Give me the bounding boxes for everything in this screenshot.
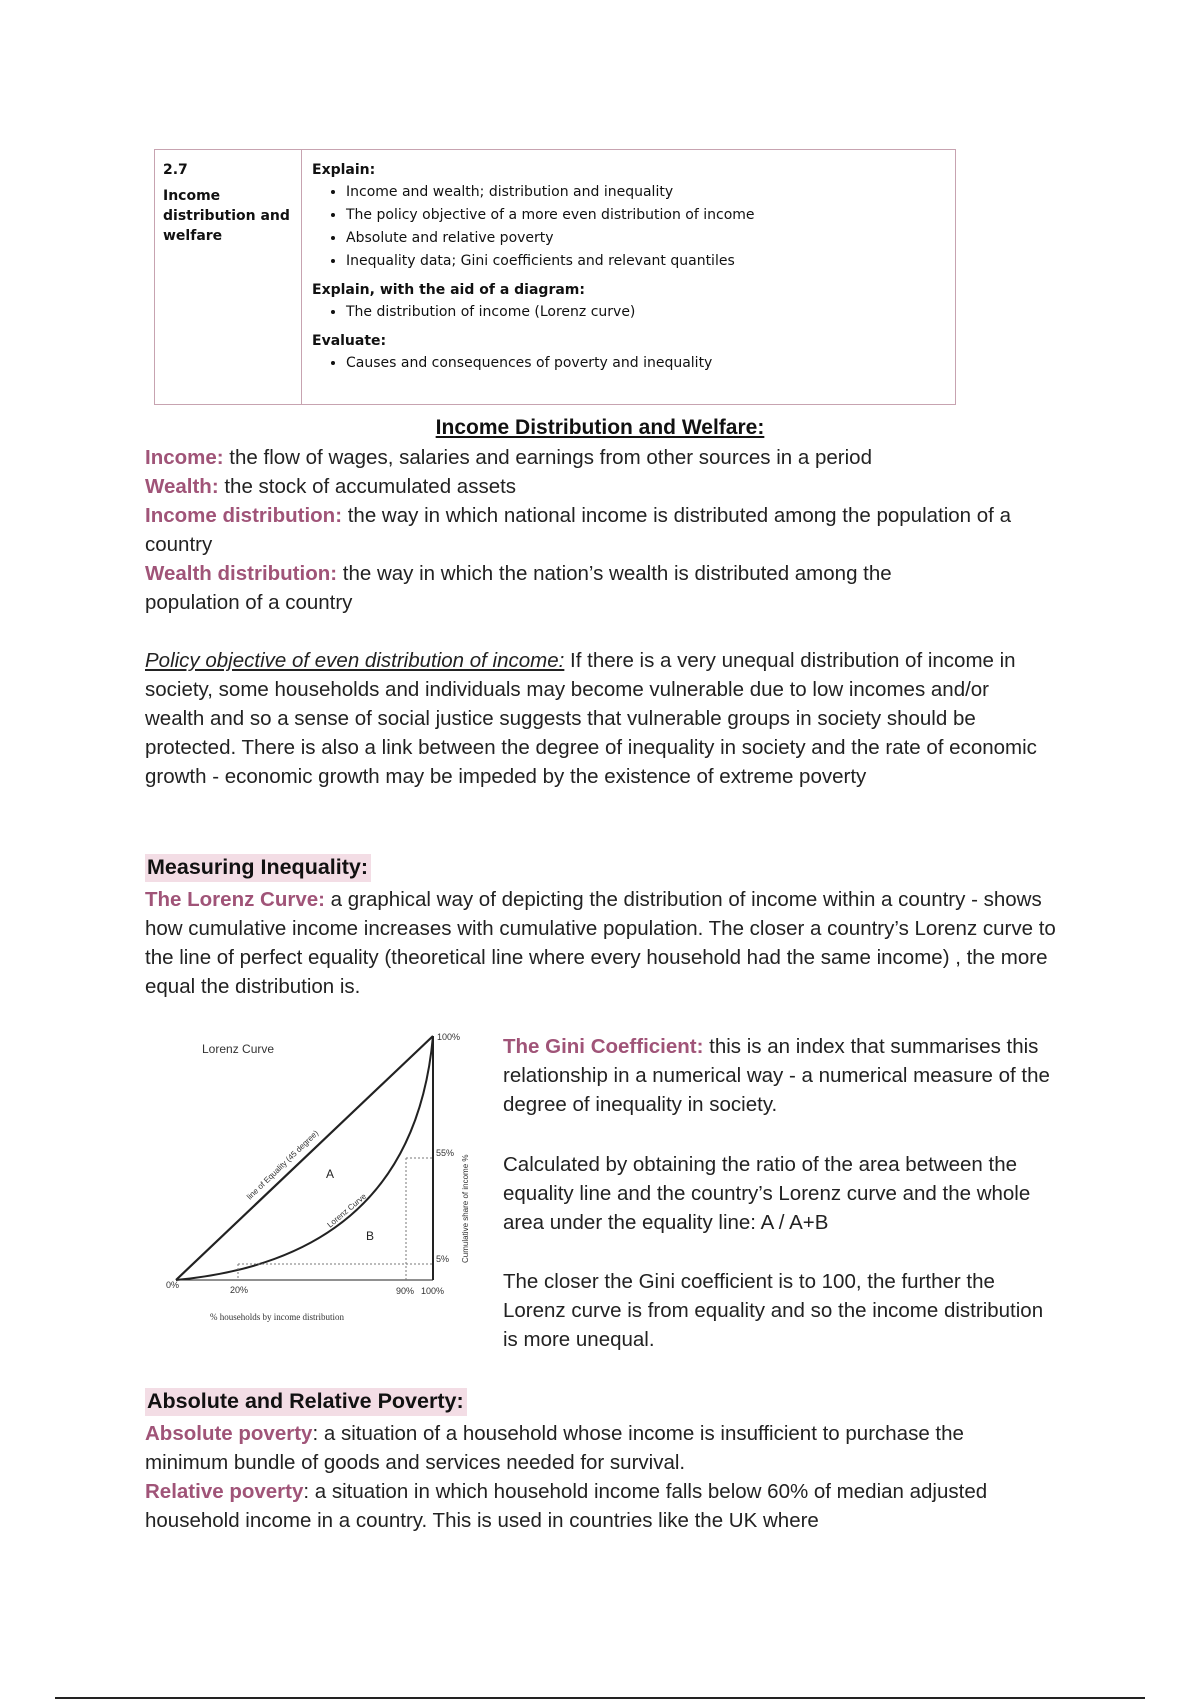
tick-0: 0%: [166, 1280, 180, 1290]
relative-poverty-term: Relative poverty: [145, 1480, 304, 1503]
relative-poverty-definition: [145, 1477, 1005, 1535]
absolute-poverty-text: : a situation of a household whose income is insufficient to purchase the minimum bundle of goods and services needed for survival.: [145, 1422, 964, 1474]
policy-label: Policy objective of even distribution of income:: [145, 649, 565, 672]
spec-topic-cell: [155, 150, 302, 405]
absolute-poverty-term: Absolute poverty: [145, 1422, 313, 1445]
diagram-title: Lorenz Curve: [202, 1042, 275, 1056]
tick-100-x: 100%: [421, 1286, 445, 1296]
wealth-term: Wealth:: [145, 475, 219, 498]
income-term: Income:: [145, 446, 224, 469]
gini-paragraph: [503, 1032, 1063, 1119]
gini-text: this is an index that summarises this relationship in a numerical way - a numerical measure of the degree of inequality in society.: [503, 1035, 1050, 1116]
list-item: • Income and wealth; distribution and inequality: [346, 184, 947, 201]
spec-diagram-list: [312, 304, 947, 321]
absolute-poverty-definition: [145, 1419, 1045, 1477]
lorenz-text: a graphical way of depicting the distribution of income within a country - shows how cumulative income increases with cumulative population. The closer a country’s Lorenz curve to the line of perfect equality (theoretical line where every household had the same income) , the more equal the distribution is.: [145, 888, 1056, 998]
measuring-heading: Measuring Inequality:: [145, 854, 371, 882]
spec-topic-line: distribution and: [163, 208, 290, 224]
list-item: • Causes and consequences of poverty and inequality: [346, 355, 947, 372]
list-item: • Inequality data; Gini coefficients and relevant quantiles: [346, 253, 947, 270]
x-axis-label: % households by income distribution: [210, 1312, 344, 1322]
wealth-distribution-text: the way in which the nation’s wealth is distributed among the population of a country: [145, 562, 892, 614]
lorenz-term: The Lorenz Curve:: [145, 888, 325, 911]
gini-term: The Gini Coefficient:: [503, 1035, 704, 1058]
list-item: • The policy objective of a more even distribution of income: [346, 207, 947, 224]
specification-table: [154, 149, 956, 405]
poverty-heading: Absolute and Relative Poverty:: [145, 1388, 467, 1416]
list-item: • The distribution of income (Lorenz curve): [346, 304, 947, 321]
wealth-distribution-term: Wealth distribution:: [145, 562, 338, 585]
policy-paragraph: [145, 646, 1045, 791]
spec-evaluate-list: [312, 355, 947, 372]
tick-55: 55%: [436, 1148, 455, 1158]
wealth-text: the stock of accumulated assets: [218, 475, 517, 498]
tick-20: 20%: [230, 1285, 249, 1295]
list-item: • Absolute and relative poverty: [346, 230, 947, 247]
area-b-label: B: [366, 1229, 375, 1243]
lorenz-paragraph: [145, 885, 1060, 1001]
tick-100-y: 100%: [437, 1032, 461, 1042]
spec-topic-line: welfare: [163, 228, 223, 244]
spec-evaluate-heading: Evaluate:: [312, 333, 387, 349]
equality-line-label: line of Equality (45 degree): [245, 1128, 321, 1202]
spec-topic-line: Income: [163, 188, 221, 204]
spec-content-cell: [302, 150, 956, 405]
relative-poverty-text: : a situation in which household income falls below 60% of median adjusted household income in a country. This is used in countries like the UK where: [145, 1480, 988, 1532]
tick-5: 5%: [436, 1254, 450, 1264]
wealth-distribution-definition: [145, 559, 965, 617]
page-title: Income Distribution and Welfare:: [435, 416, 765, 439]
spec-explain-heading: Explain:: [312, 162, 376, 178]
wealth-definition: [145, 472, 1070, 501]
tick-90: 90%: [396, 1286, 415, 1296]
bottom-rule: [55, 1697, 1145, 1699]
lorenz-curve-diagram: [158, 1028, 478, 1328]
y-axis-label: Cumulative share of income %: [461, 1154, 470, 1263]
spec-explain-list: [312, 184, 947, 270]
spec-code: 2.7: [163, 162, 188, 178]
income-distribution-term: Income distribution:: [145, 504, 343, 527]
spec-diagram-heading: Explain, with the aid of a diagram:: [312, 282, 585, 298]
equality-line: [176, 1036, 433, 1280]
policy-text: If there is a very unequal distribution of income in society, some households and individuals may become vulnerable due to low incomes and/or wealth and so a sense of social justice suggests that vulnerable groups in society should be protected. There is also a link between the degree of inequality in society and the rate of economic growth - economic growth may be impeded by the existence of extreme poverty: [145, 649, 1037, 788]
gini-calculation: Calculated by obtaining the ratio of the area between the equality line and the country’s Lorenz curve and the whole area under the equality line: A / A+B: [503, 1153, 1031, 1234]
income-distribution-definition: [145, 501, 1070, 559]
area-a-label: A: [326, 1167, 335, 1181]
income-text: the flow of wages, salaries and earnings from other sources in a period: [223, 446, 872, 469]
income-definition: [145, 443, 1070, 472]
income-distribution-text: the way in which national income is distributed among the population of a country: [145, 504, 1011, 556]
gini-closer-text: The closer the Gini coefficient is to 100, the further the Lorenz curve is from equality and so the income distribution is more unequal.: [503, 1270, 1044, 1351]
lorenz-curve-label: Lorenz Curve: [325, 1191, 369, 1230]
